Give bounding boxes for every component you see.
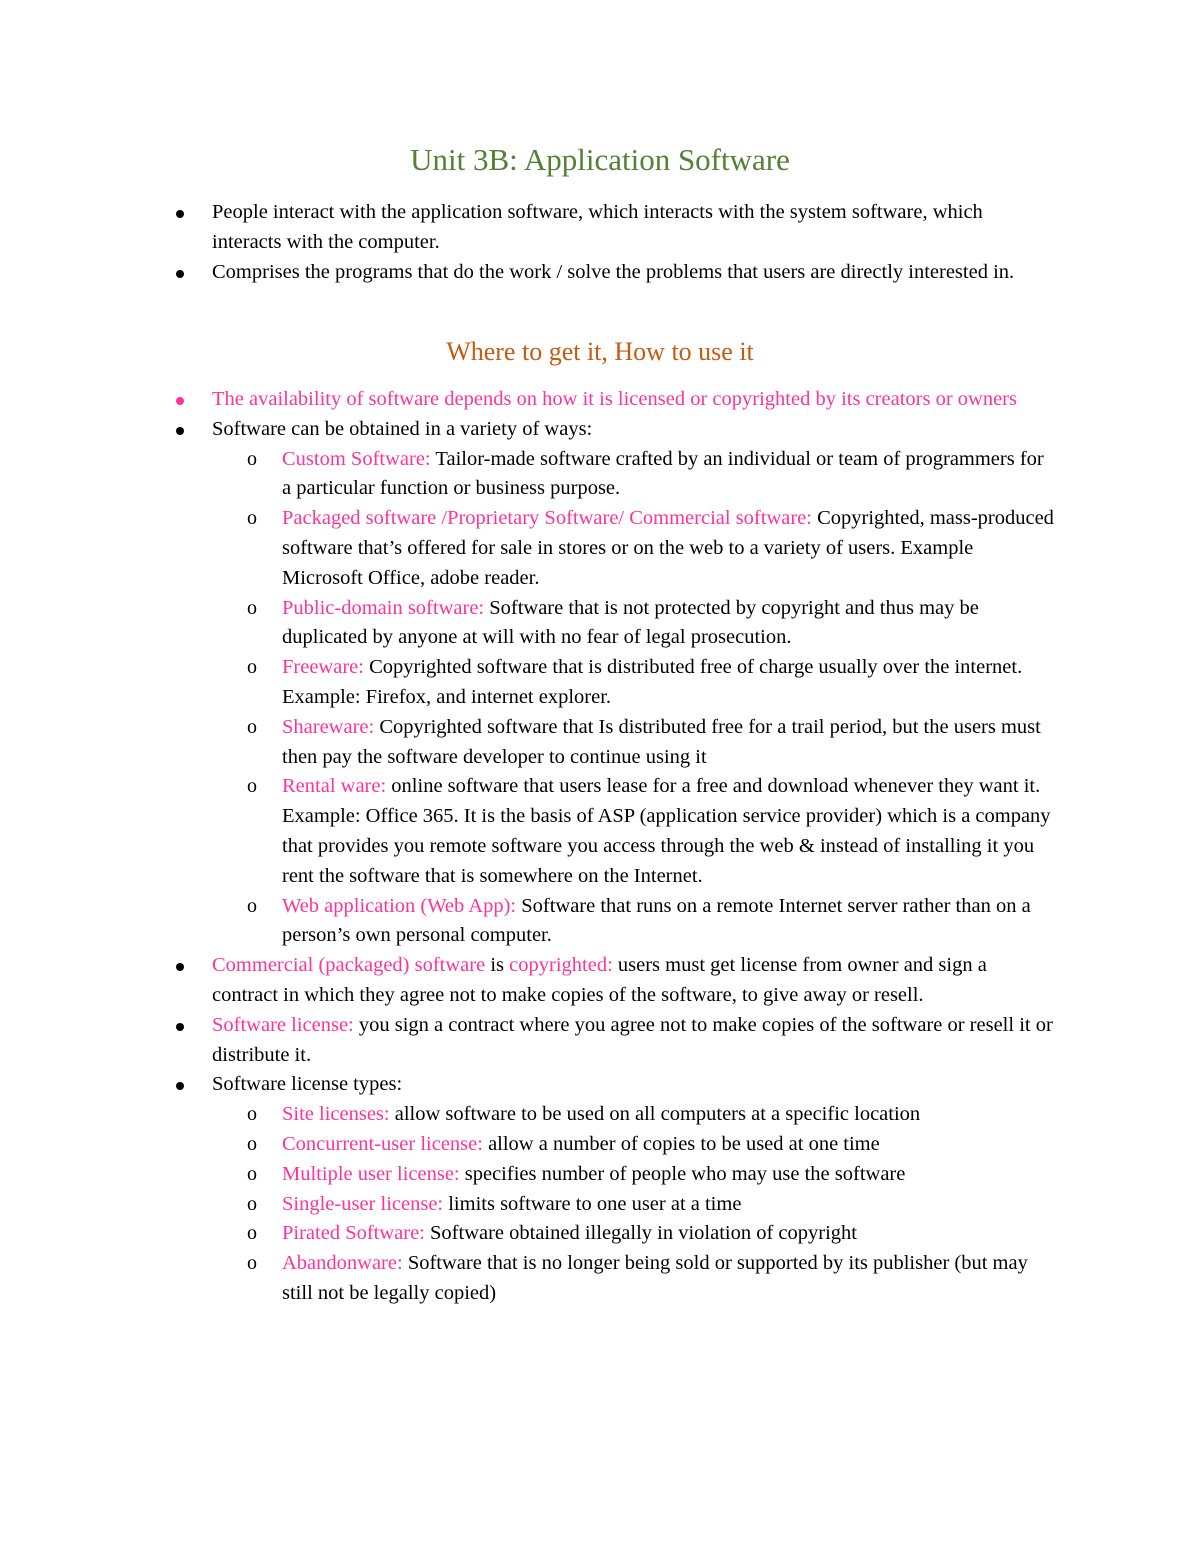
- definition: Tailor-made software crafted by an individual or team of programmers for a particular function or business purpose.: [282, 447, 1044, 500]
- circle-bullet-icon: o: [247, 1132, 257, 1155]
- term: Shareware:: [282, 715, 375, 738]
- bullet-icon: [176, 397, 184, 405]
- circle-bullet-icon: o: [247, 447, 257, 470]
- list-item: People interact with the application software, which interacts with the system software, which interacts with the computer.: [0, 198, 1057, 258]
- definition: Copyrighted software that is distributed free of charge usually over the internet. Example: Firefox, and internet explorer.: [282, 656, 1023, 708]
- section-heading: Where to get it, How to use it: [446, 337, 754, 366]
- sub-list-item: [0, 1190, 1057, 1220]
- term: Packaged software /Proprietary Software/ Commercial software:: [282, 507, 812, 530]
- term: copyrighted:: [509, 954, 613, 977]
- term: Single-user license:: [282, 1192, 444, 1215]
- bullet-icon: [176, 963, 184, 971]
- definition: Software obtained illegally in violation of copyright: [424, 1222, 858, 1245]
- circle-bullet-icon: o: [247, 1252, 257, 1275]
- intro-list: [0, 198, 1200, 287]
- term: Rental ware:: [282, 775, 387, 798]
- bullet-icon: [176, 210, 184, 218]
- sub-list-item: [0, 653, 1057, 713]
- definition: Copyrighted, mass-produced software that’s offered for sale in stores or on the web to a variety of users. Example Microsoft Office, adobe reader.: [282, 507, 1054, 589]
- sub-list-item: [0, 594, 1057, 654]
- sub-list-item: [0, 1130, 1057, 1160]
- circle-bullet-icon: o: [247, 1192, 257, 1215]
- term: Concurrent-user license:: [282, 1132, 483, 1155]
- bullet-icon: [176, 1082, 184, 1090]
- definition: Software that is no longer being sold or supported by its publisher (but may still not be legally copied): [282, 1252, 1028, 1304]
- definition: allow software to be used on all computers at a specific location: [389, 1103, 921, 1126]
- circle-bullet-icon: o: [247, 715, 257, 738]
- term: Pirated Software:: [282, 1222, 425, 1245]
- bullet-icon: [176, 270, 184, 278]
- list-item: Software license types:: [0, 1070, 1057, 1100]
- circle-bullet-icon: o: [247, 775, 257, 798]
- term: Multiple user license:: [282, 1162, 460, 1185]
- circle-bullet-icon: o: [247, 507, 257, 530]
- sub-list-item: [0, 1100, 1057, 1130]
- list-item: Software can be obtained in a variety of ways:: [0, 415, 1057, 445]
- circle-bullet-icon: o: [247, 656, 257, 679]
- definition: limits software to one user at a time: [443, 1192, 742, 1215]
- bullet-icon: [176, 1023, 184, 1031]
- page-title: Unit 3B: Application Software: [410, 142, 790, 177]
- definition: you sign a contract where you agree not to make copies of the software or resell it or distribute it.: [212, 1013, 1053, 1066]
- term: Custom Software:: [282, 447, 431, 470]
- term: Site licenses:: [282, 1103, 390, 1126]
- term: Abandonware:: [282, 1252, 403, 1275]
- circle-bullet-icon: o: [247, 1162, 257, 1185]
- circle-bullet-icon: o: [247, 894, 257, 917]
- sub-list-item: [0, 504, 1057, 593]
- term: Freeware:: [282, 656, 364, 679]
- circle-bullet-icon: o: [247, 1103, 257, 1126]
- sub-list-item: [0, 892, 1057, 952]
- sub-list-item: [0, 713, 1057, 773]
- sub-list-item: [0, 1249, 1057, 1309]
- definition: online software that users lease for a free and download whenever they want it. Example: Office 365. It is the basis of ASP (application service provider) which is a company that provides you remote software you access through the web & instead of installing it you rent the software that is somewhere on the Internet.: [282, 775, 1051, 887]
- sub-list-item: [0, 1160, 1057, 1190]
- definition: Software that runs on a remote Internet server rather than on a person’s own personal computer.: [282, 894, 1031, 947]
- term: Web application (Web App):: [282, 894, 517, 917]
- definition: Software that is not protected by copyright and thus may be duplicated by anyone at will with no fear of legal prosecution.: [282, 596, 979, 649]
- sub-list-item: [0, 772, 1057, 891]
- sub-list-item: [0, 1219, 1057, 1249]
- list-item: Commercial (packaged) software is copyrighted: users must get license from owner and sign a contract in which they agree not to make copies of the software, to give away or resell.: [0, 951, 1057, 1011]
- definition: specifies number of people who may use the software: [459, 1162, 906, 1185]
- term: Commercial (packaged) software: [212, 954, 486, 977]
- definition: users must get license from owner and sign a contract in which they agree not to make copies of the software, to give away or resell.: [212, 954, 987, 1006]
- circle-bullet-icon: o: [247, 1222, 257, 1245]
- term: Software license:: [212, 1013, 354, 1036]
- definition: allow a number of copies to be used at one time: [482, 1132, 880, 1155]
- term: Public-domain software:: [282, 596, 485, 619]
- bullet-icon: [176, 427, 184, 435]
- definition: Copyrighted software that Is distributed free for a trail period, but the users must then pay the software developer to continue using it: [282, 715, 1041, 768]
- circle-bullet-icon: o: [247, 596, 257, 619]
- sub-list-item: [0, 445, 1057, 505]
- list-item: [0, 1011, 1057, 1071]
- list-item: The availability of software depends on how it is licensed or copyrighted by its creators or owners: [0, 385, 1057, 415]
- list-item: Comprises the programs that do the work / solve the problems that users are directly interested in.: [0, 258, 1057, 288]
- main-list: [0, 385, 1200, 1309]
